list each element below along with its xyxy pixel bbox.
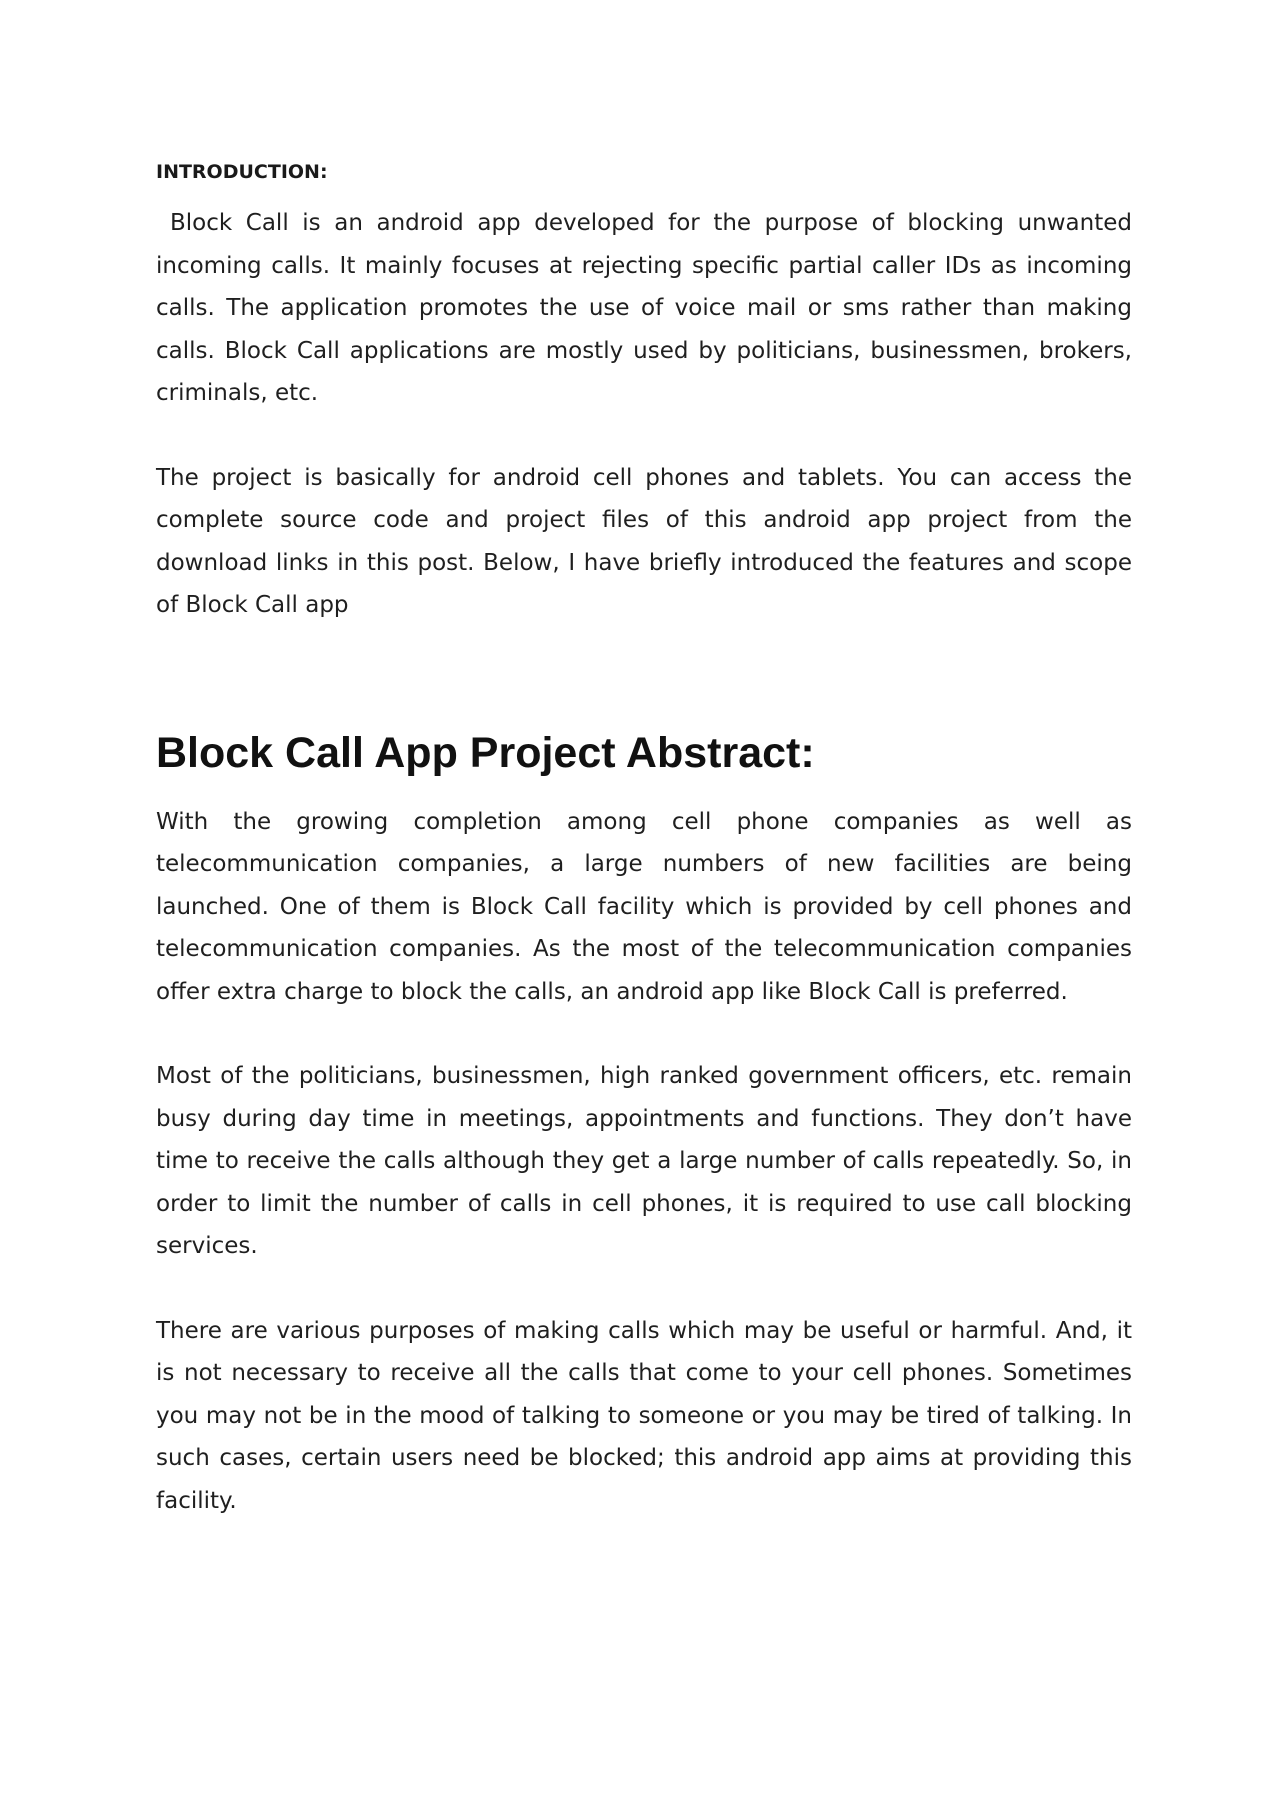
paragraph-spacer — [156, 1268, 1132, 1310]
abstract-paragraph-1: With the growing completion among cell phone companies as well as telecommunication companies, a large numbers of new facilities are being launched. One of them is Block Call facility which is provided by cell phones and telecommunication companies. As the most of the telecommunication companies offer extra charge to block the calls, an android app like Block Call is preferred. — [156, 808, 1132, 1005]
intro-paragraph-2: The project is basically for android cell phones and tablets. You can access the complete source code and project files of this android app project from the download links in this post. Below, I have briefly introduced the features and scope of Block Call app — [156, 464, 1132, 618]
abstract-paragraph-2: Most of the politicians, businessmen, high ranked government officers, etc. remain busy during day time in meetings, appointments and functions. They don’t have time to receive the calls although they get a large number of calls repeatedly. So, in order to limit the number of calls in cell phones, it is required to use call blocking services. — [156, 1063, 1132, 1259]
intro-paragraph-1: Block Call is an android app developed for the purpose of blocking unwanted incoming calls. It mainly focuses at rejecting specific partial caller IDs as incoming calls. The application promotes the use of voice mail or sms rather than making calls. Block Call applications are mostly used by politicians, businessmen, brokers, criminals, etc. — [156, 210, 1132, 406]
document-body — [156, 158, 1132, 1522]
abstract-title: Block Call App Project Abstract: — [156, 728, 815, 777]
introduction-heading: INTRODUCTION: — [156, 161, 328, 183]
abstract-paragraph-3: There are various purposes of making calls which may be useful or harmful. And, it is not necessary to receive all the calls that come to your cell phones. Sometimes you may not be in the mood of talking to someone or you may be tired of talking. In such cases, certain users need be blocked; this android app aims at providing this facility. — [156, 1317, 1132, 1514]
paragraph-spacer — [156, 415, 1132, 457]
section-spacer — [156, 627, 1132, 727]
paragraph-spacer — [156, 1013, 1132, 1055]
